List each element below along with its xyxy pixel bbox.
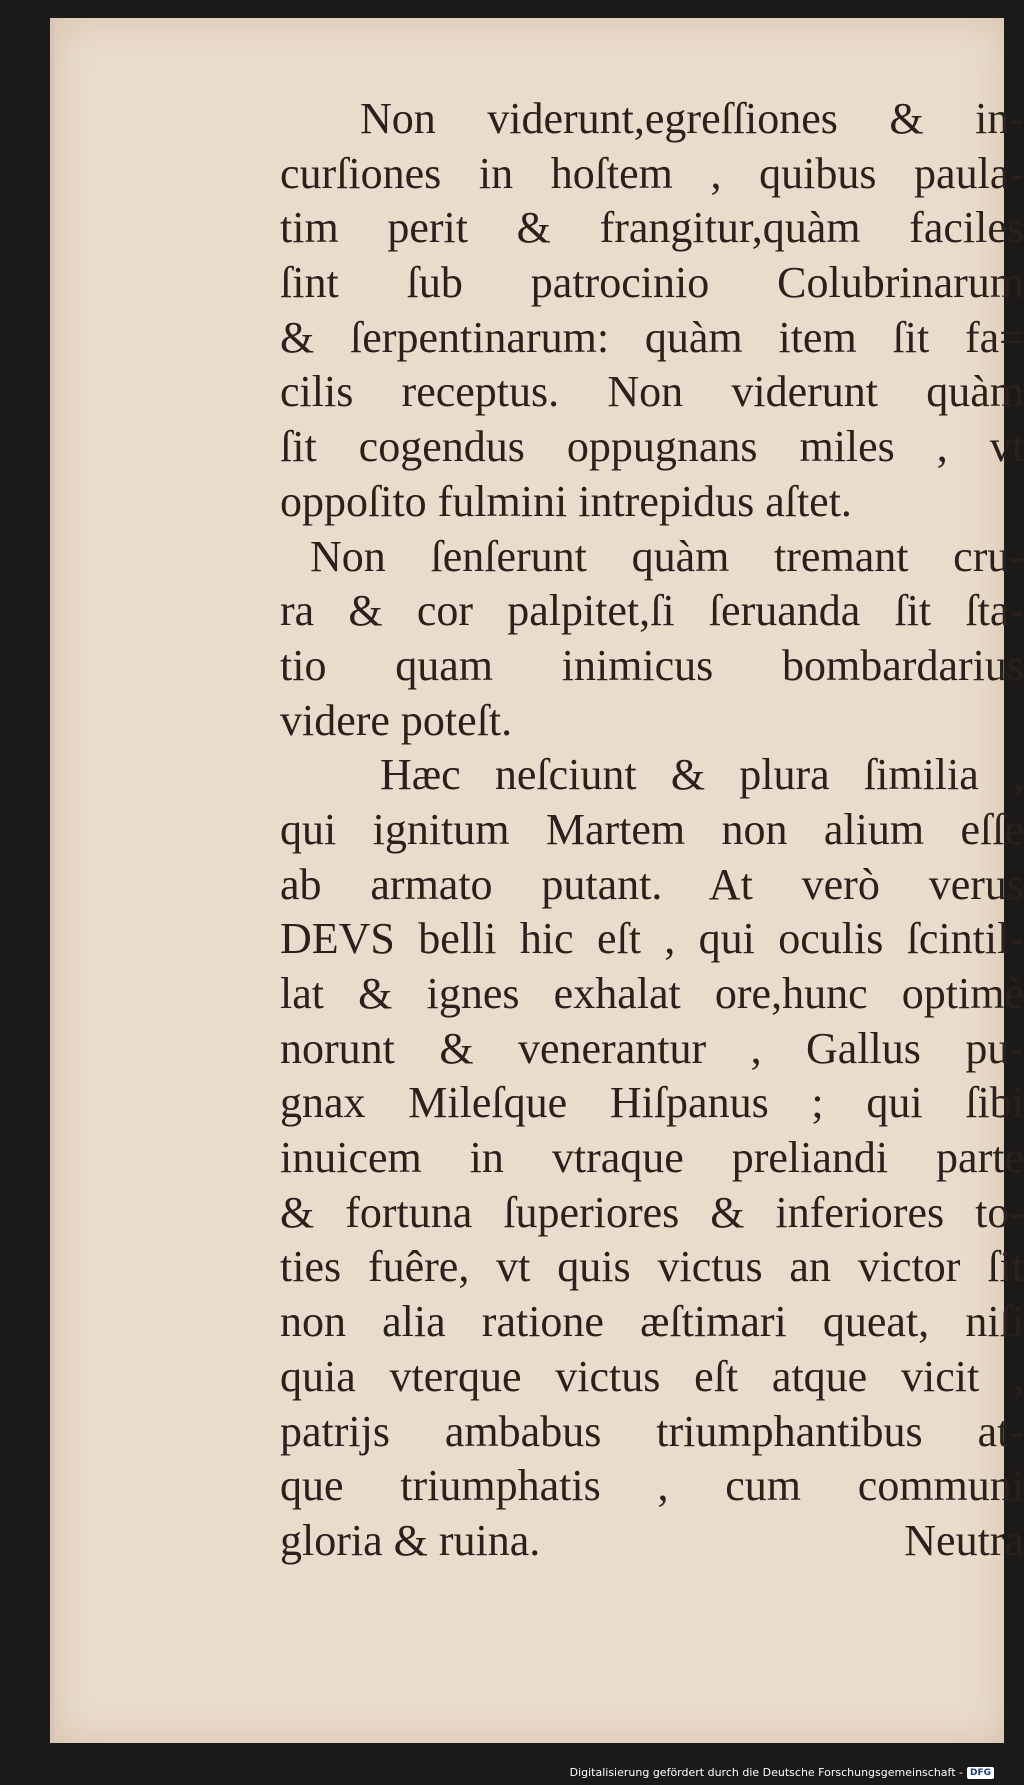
book-page bbox=[50, 18, 1024, 1743]
text-line: ab armato putant. At verò verus bbox=[280, 859, 1024, 909]
text-line: Non viderunt,egreſſiones & in- bbox=[360, 94, 1024, 143]
text-line: patrijs ambabus triumphantibus at- bbox=[280, 1406, 1024, 1456]
text-line: & fortuna ſuperiores & inferiores to- bbox=[280, 1187, 1024, 1237]
page-text bbox=[280, 92, 1024, 1569]
final-line bbox=[280, 1514, 1024, 1569]
final-line-text: gloria & ruina. bbox=[280, 1515, 541, 1565]
text-line: tim perit & frangitur,quàm faciles bbox=[280, 203, 1024, 253]
text-line: oppoſito fulmini intrepidus aſtet. bbox=[280, 476, 852, 526]
text-line: curſiones in hoſtem , quibus paula- bbox=[280, 148, 1024, 198]
text-line: Hæc neſciunt & plura ſimilia , bbox=[380, 750, 1024, 800]
text-line: ra & cor palpitet,ſi ſeruanda ſit ſta- bbox=[280, 586, 1024, 636]
text-line: que triumphatis , cum communi bbox=[280, 1461, 1024, 1511]
text-line: & ſerpentinarum: quàm item ſit fa= bbox=[280, 312, 1024, 362]
text-line: ties fuêre, vt quis victus an victor ſit bbox=[280, 1242, 1024, 1292]
text-line: quia vterque victus eſt atque vicit , bbox=[280, 1351, 1024, 1401]
text-line: qui ignitum Martem non alium eſſe bbox=[280, 804, 1024, 854]
text-line: ſint ſub patrocinio Colubrinarum bbox=[280, 258, 1024, 308]
text-line: inuicem in vtraque preliandi parte bbox=[280, 1133, 1024, 1183]
text-line: videre poteſt. bbox=[280, 695, 513, 745]
credit-text: Digitalisierung gefördert durch die Deutsche Forschungsgemeinschaft - bbox=[569, 1766, 963, 1779]
text-line: tio quam inimicus bombardarius bbox=[280, 640, 1024, 690]
catchword: Neutra bbox=[904, 1515, 1024, 1565]
dfg-logo-icon: DFG bbox=[967, 1767, 994, 1779]
text-line: Non ſenſerunt quàm tremant cru- bbox=[310, 531, 1024, 581]
text-line: norunt & venerantur , Gallus pu- bbox=[280, 1023, 1024, 1073]
text-line: DEVS belli hic eſt , qui oculis ſcintil- bbox=[280, 914, 1024, 964]
text-line: lat & ignes exhalat ore,hunc optimè bbox=[280, 969, 1024, 1018]
text-line: ſit cogendus oppugnans miles , vt bbox=[280, 422, 1024, 472]
text-line: cilis receptus. Non viderunt quàm bbox=[280, 367, 1024, 417]
text-line: non alia ratione æſtimari queat, niſi bbox=[280, 1297, 1024, 1347]
digitization-credit bbox=[570, 1766, 994, 1779]
text-line: gnax Mileſque Hiſpanus ; qui ſibi bbox=[280, 1078, 1024, 1128]
